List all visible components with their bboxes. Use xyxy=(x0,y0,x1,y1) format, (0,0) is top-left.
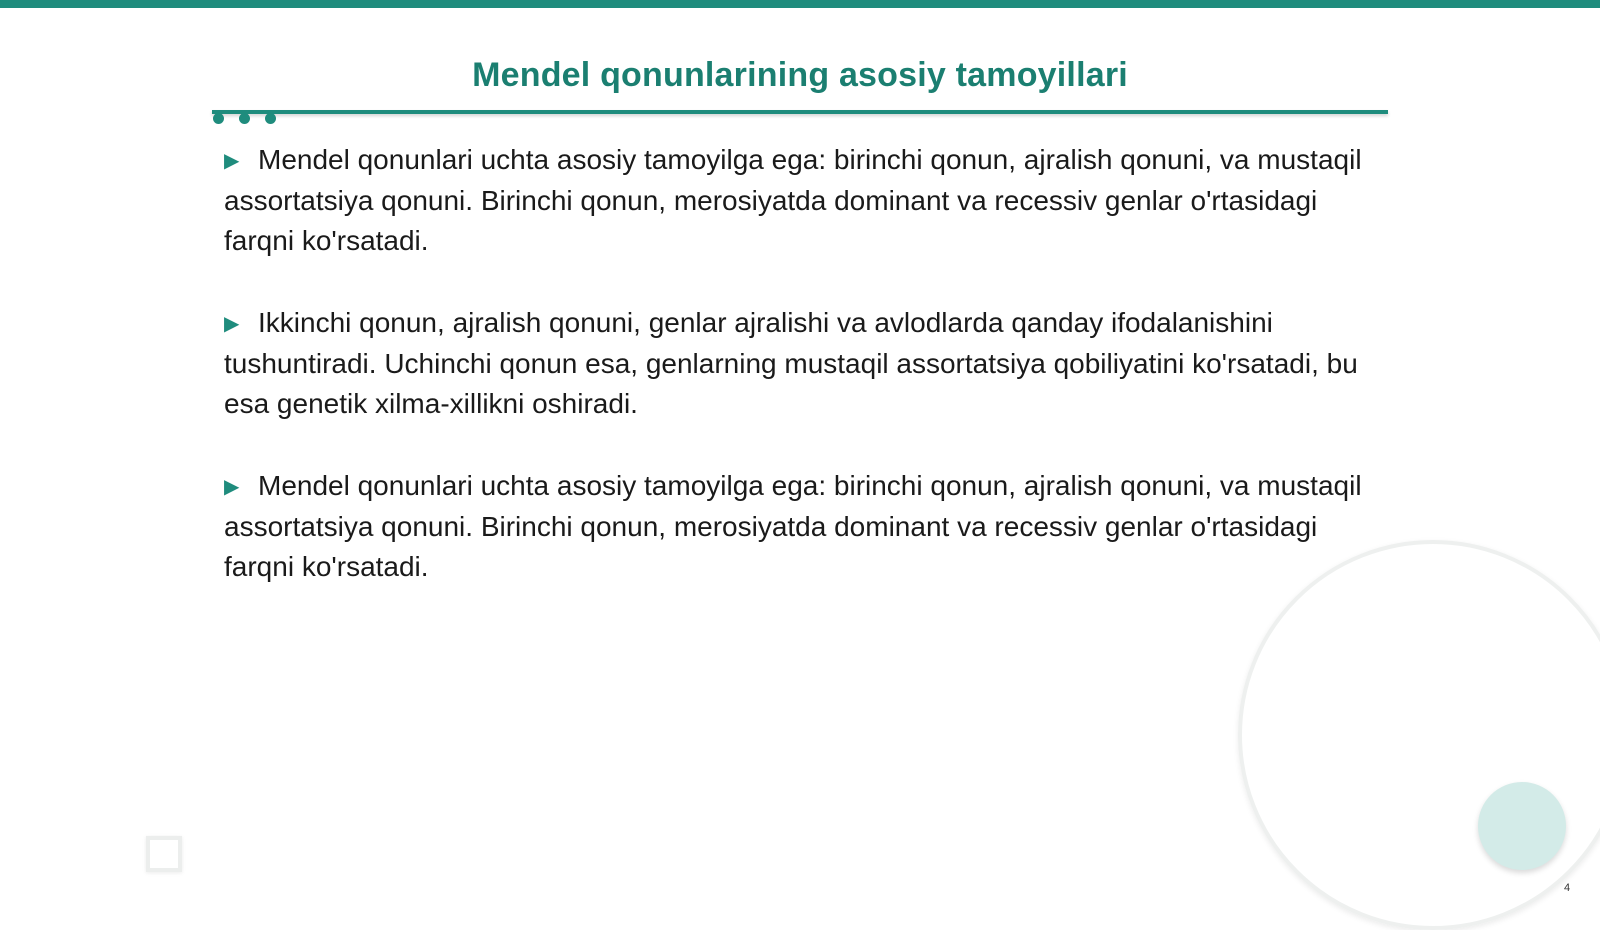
decorative-ring xyxy=(1238,540,1600,930)
triangle-right-icon: ▶ xyxy=(224,476,240,498)
triangle-right-icon: ▶ xyxy=(224,313,240,335)
bullet-text: Mendel qonunlari uchta asosiy tamoyilga ega: birinchi qonun, ajralish qonuni, va mustaqil assortatsiya qonuni. Birinchi qonun, merosiyatda dominant va recessiv genlar o'rtasidagi farqni ko'rsatadi. xyxy=(224,470,1362,582)
slide-title: Mendel qonunlarining asosiy tamoyillari xyxy=(472,56,1128,94)
bullet-item xyxy=(224,140,1384,261)
underline-dot xyxy=(239,113,250,124)
title-underline xyxy=(212,110,1388,114)
decorative-circle xyxy=(1478,782,1566,870)
bullet-text: Mendel qonunlari uchta asosiy tamoyilga ega: birinchi qonun, ajralish qonuni, va mustaqil assortatsiya qonuni. Birinchi qonun, merosiyatda dominant va recessiv genlar o'rtasidagi farqni ko'rsatadi. xyxy=(224,144,1362,256)
bullet-item xyxy=(224,303,1384,424)
bullet-text: Ikkinchi qonun, ajralish qonuni, genlar ajralishi va avlodlarda qanday ifodalanishini tushuntiradi. Uchinchi qonun esa, genlarning mustaqil assortatsiya qobiliyatini ko'rsatadi, bu esa genetik xilma-xillikni oshiradi. xyxy=(224,307,1358,419)
bullet-item xyxy=(224,466,1384,587)
triangle-right-icon: ▶ xyxy=(224,150,240,172)
underline-dot xyxy=(213,113,224,124)
top-accent-bar xyxy=(0,0,1600,8)
underline-dot xyxy=(265,113,276,124)
page-number: 4 xyxy=(1564,882,1571,894)
bullet-list xyxy=(224,140,1384,629)
decorative-square xyxy=(146,836,182,872)
